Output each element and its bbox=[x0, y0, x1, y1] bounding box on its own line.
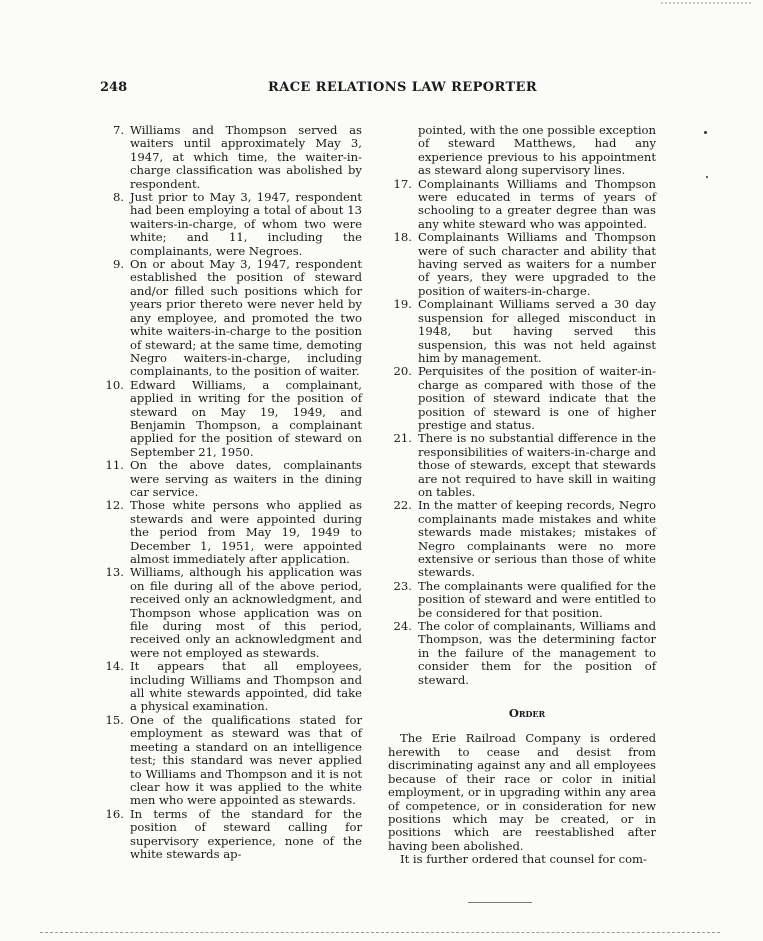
finding-number: 12. bbox=[105, 498, 124, 513]
finding-item bbox=[388, 231, 656, 298]
finding-text: Williams, although his application was on file during all of the above period, received only an acknowledgment, and Thompson whose application was on file during most of this period, received only an acknowledgment and were not employed as stewards. bbox=[130, 565, 362, 660]
scan-speck bbox=[704, 131, 707, 134]
finding-item bbox=[100, 714, 362, 808]
finding-text: One of the qualifications stated for employment as steward was that of meeting a standard on an intelligence test; this standard was never applied to Williams and Thompson and it is not clear how it was applied to the white men who were appointed as stewards. bbox=[130, 712, 362, 808]
finding-item bbox=[388, 298, 656, 365]
scan-speck bbox=[706, 176, 708, 178]
running-head: RACE RELATIONS LAW REPORTER bbox=[268, 80, 538, 95]
finding-continuation: pointed, with the one possible exception of steward Matthews, had any experience previous to his appointment as steward along supervisory lines. bbox=[418, 123, 656, 178]
finding-item bbox=[100, 124, 362, 191]
finding-text: Just prior to May 3, 1947, respondent had been employing a total of about 13 waiters-in-charge, of whom two were white; and 11, including the complainants, were Negroes. bbox=[130, 190, 362, 258]
finding-text: It appears that all employees, including Williams and Thompson and all white stewards appointed, did take a physical examination. bbox=[130, 659, 362, 714]
finding-item bbox=[100, 566, 362, 660]
finding-number: 18. bbox=[393, 230, 412, 245]
finding-number: 21. bbox=[393, 431, 412, 446]
page-number: 248 bbox=[100, 80, 128, 95]
finding-item bbox=[100, 808, 362, 862]
finding-number: 10. bbox=[105, 377, 124, 392]
finding-item bbox=[388, 178, 656, 232]
finding-item bbox=[100, 459, 362, 499]
finding-number: 9. bbox=[112, 257, 124, 272]
finding-number: 19. bbox=[393, 297, 412, 312]
finding-item bbox=[388, 432, 656, 499]
finding-item bbox=[100, 499, 362, 566]
finding-number: 22. bbox=[393, 498, 412, 513]
order-paragraph: The Erie Railroad Company is ordered herewith to cease and desist from discriminating against any and all employees because of their race or color in initial employment, or in upgrading within any area of competence, or in consideration for new positions which may be created, or in positions which are reestablished after having been abolished. bbox=[388, 731, 656, 853]
finding-item bbox=[388, 580, 656, 620]
finding-number: 17. bbox=[393, 176, 412, 191]
finding-text: On the above dates, complainants were serving as waiters in the dining car service. bbox=[130, 458, 362, 499]
finding-text: Complainants Williams and Thompson were of such character and ability that having served as waiters for a number of years, they were upgraded to the position of waiters-in-charge. bbox=[418, 230, 656, 298]
finding-number: 23. bbox=[393, 578, 412, 593]
finding-text: Perquisites of the position of waiter-in-charge as compared with those of the position of steward indicate that the position of steward is one of higher prestige and status. bbox=[418, 364, 656, 432]
finding-item bbox=[388, 620, 656, 687]
finding-text: There is no substantial difference in the responsibilities of waiters-in-charge and those of stewards, except that stewards are not required to have skill in waiting on tables. bbox=[418, 431, 656, 499]
order-heading: Order bbox=[508, 706, 546, 721]
finding-text: In the matter of keeping records, Negro complainants made mistakes and white stewards made mistakes; mistakes of Negro complainants were no more extensive or serious than those of white stewards. bbox=[418, 498, 656, 580]
finding-text: On or about May 3, 1947, respondent established the position of steward and/or filled such positions which for years prior thereto were never held by any employee, and promoted the two white waiters-in-charge to the position of steward; at the same time, demoting Negro waiters-in-charge, including complainants, to the position of waiter. bbox=[130, 257, 362, 379]
finding-text: Edward Williams, a complainant, applied in writing for the position of steward on May 19, 1949, and Benjamin Thompson, a complainant applied for the position of steward on September 21, 1950. bbox=[130, 377, 362, 459]
right-column bbox=[388, 124, 656, 867]
finding-text: Complainants Williams and Thompson were educated in terms of years of schooling to a greater degree than was any white steward who was appointed. bbox=[418, 176, 656, 231]
finding-item bbox=[388, 499, 656, 579]
scan-edge-dots bbox=[661, 2, 751, 4]
finding-text: Williams and Thompson served as waiters until approximately May 3, 1947, at which time, the waiter-in-charge classification was abolished by respondent. bbox=[130, 123, 362, 191]
page-header bbox=[100, 80, 660, 100]
finding-number: 13. bbox=[105, 565, 124, 580]
finding-number: 15. bbox=[105, 712, 124, 727]
scan-bottom-rule bbox=[40, 932, 720, 933]
finding-item bbox=[100, 191, 362, 258]
order-paragraph: It is further ordered that counsel for com- bbox=[400, 852, 647, 867]
left-column bbox=[100, 124, 362, 861]
finding-item bbox=[388, 365, 656, 432]
finding-number: 14. bbox=[105, 659, 124, 674]
finding-number: 24. bbox=[393, 619, 412, 634]
finding-text: In terms of the standard for the position of steward calling for supervisory experience, none of the white stewards ap- bbox=[130, 806, 362, 861]
finding-number: 11. bbox=[105, 458, 124, 473]
finding-item bbox=[100, 660, 362, 714]
finding-number: 7. bbox=[112, 123, 124, 137]
finding-text: Those white persons who applied as stewards and were appointed during the period from May 19, 1949 to December 1, 1951, were appointed almost immediately after application. bbox=[130, 498, 362, 566]
finding-number: 20. bbox=[393, 364, 412, 379]
finding-text: The complainants were qualified for the position of steward and were entitled to be considered for that position. bbox=[418, 578, 656, 620]
finding-item bbox=[100, 379, 362, 459]
footer-short-rule bbox=[468, 902, 532, 903]
finding-item bbox=[100, 258, 362, 379]
finding-text: The color of complainants, Williams and Thompson, was the determining factor in the failure of the management to consider them for the position of steward. bbox=[418, 619, 656, 687]
finding-number: 16. bbox=[105, 806, 124, 821]
finding-text: Complainant Williams served a 30 day suspension for alleged misconduct in 1948, but having served this suspension, this was not held against him by management. bbox=[418, 297, 656, 365]
finding-number: 8. bbox=[112, 190, 124, 205]
